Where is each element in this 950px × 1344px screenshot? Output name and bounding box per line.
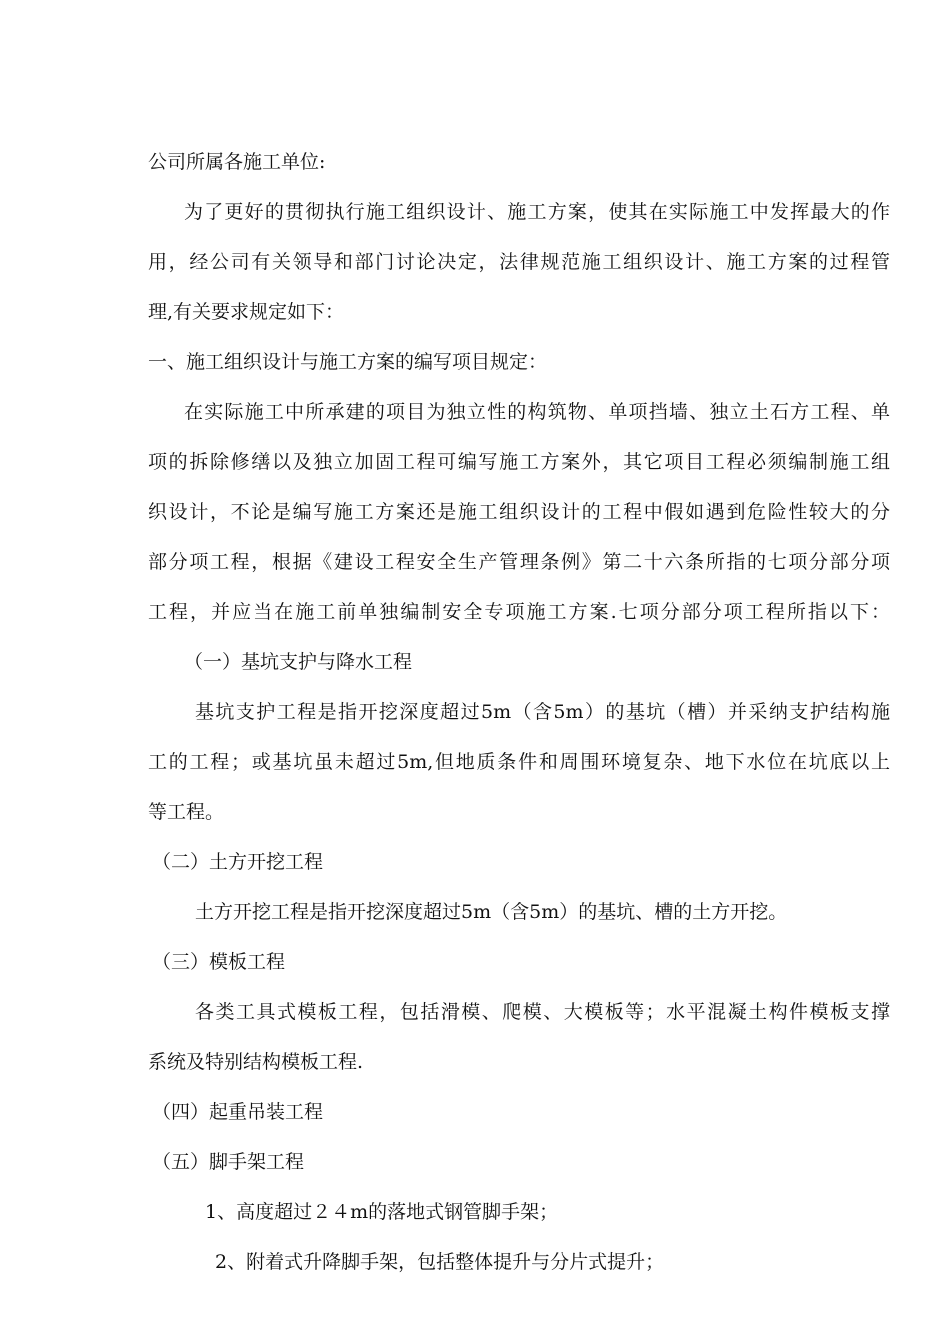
section-paragraph-line-3: 织设计，不论是编写施工方案还是施工组织设计的工程中假如遇到危险性较大的分 <box>148 501 890 523</box>
section-paragraph-line-4: 部分项工程，根据《建设工程安全生产管理条例》第二十六条所指的七项分部分项 <box>148 551 890 573</box>
intro-paragraph-line-2: 用，经公司有关领导和部门讨论决定，法律规范施工组织设计、施工方案的过程管 <box>148 251 890 273</box>
subsection-2-line-1: 土方开挖工程是指开挖深度超过5m（含5m）的基坑、槽的土方开挖。 <box>195 901 788 923</box>
section-paragraph-line-5: 工程，并应当在施工前单独编制安全专项施工方案.七项分部分项工程所指以下： <box>148 601 890 623</box>
subheading-3: （三）模板工程 <box>152 951 286 973</box>
salutation: 公司所属各施工单位: <box>148 151 326 173</box>
section-paragraph-line-2: 项的拆除修缮以及独立加固工程可编写施工方案外，其它项目工程必须编制施工组 <box>148 451 890 473</box>
subheading-4: （四）起重吊装工程 <box>152 1101 324 1123</box>
section-paragraph-line-1: 在实际施工中所承建的项目为独立性的构筑物、单项挡墙、独立土石方工程、单 <box>184 401 890 423</box>
section-heading-1: 一、施工组织设计与施工方案的编写项目规定： <box>148 351 548 373</box>
subheading-1: （一）基坑支护与降水工程 <box>184 651 413 673</box>
subsection-1-line-1: 基坑支护工程是指开挖深度超过5m（含5m）的基坑（槽）并采纳支护结构施 <box>195 701 890 723</box>
subsection-1-line-2: 工的工程；或基坑虽未超过5m,但地质条件和周围环境复杂、地下水位在坑底以上 <box>148 751 890 773</box>
intro-paragraph-line-1: 为了更好的贯彻执行施工组织设计、施工方案，使其在实际施工中发挥最大的作 <box>184 201 890 223</box>
list-item-2: 2、附着式升降脚手架，包括整体提升与分片式提升； <box>215 1251 665 1273</box>
list-item-1: 1、高度超过２４m的落地式钢管脚手架； <box>205 1201 559 1223</box>
subheading-2: （二）土方开挖工程 <box>152 851 324 873</box>
subsection-3-line-2: 系统及特别结构模板工程. <box>148 1051 364 1073</box>
subsection-3-line-1: 各类工具式模板工程，包括滑模、爬模、大模板等；水平混凝土构件模板支撑 <box>195 1001 890 1023</box>
subsection-1-line-3: 等工程。 <box>148 801 225 823</box>
intro-paragraph-line-3: 理,有关要求规定如下： <box>148 301 345 323</box>
subheading-5: （五）脚手架工程 <box>152 1151 305 1173</box>
